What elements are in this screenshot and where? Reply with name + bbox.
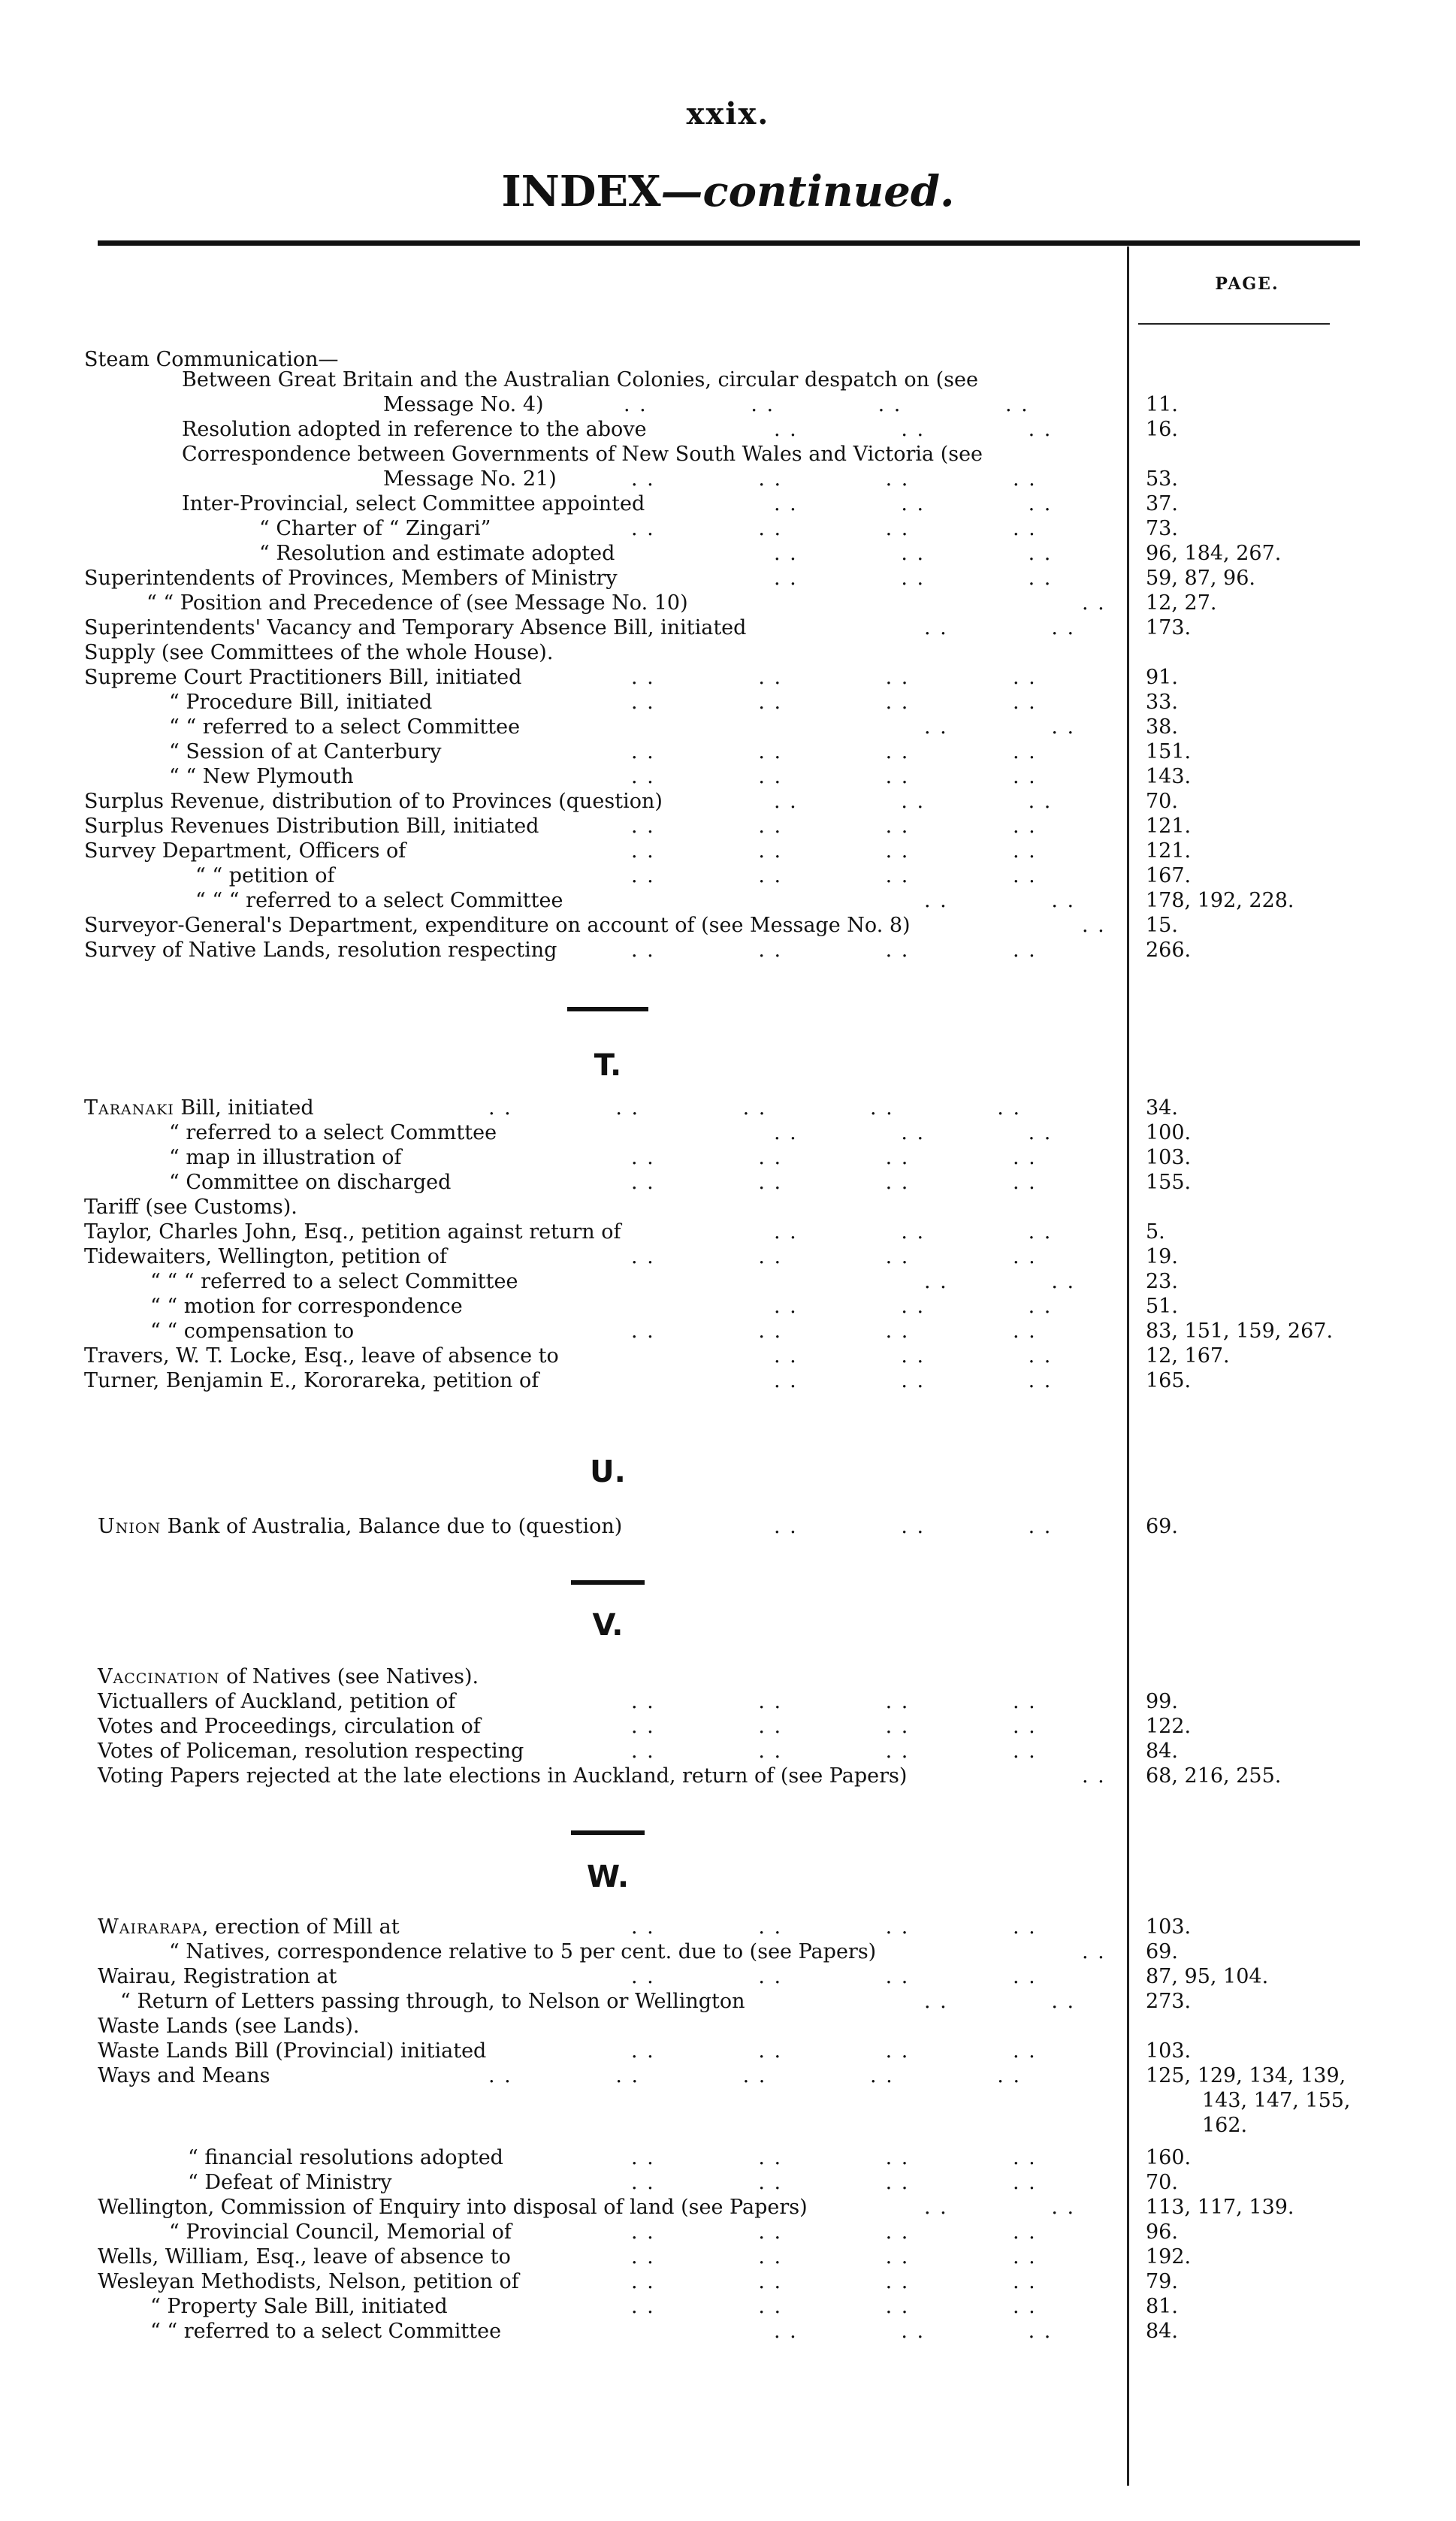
index-entry: Survey Department, Officers of . . . . . . . . 121. (84, 839, 1192, 863)
index-entry: Inter-Provincial, select Committee appointed . . . . . . 37. (182, 492, 1178, 515)
index-entry: 162. (1202, 2114, 1248, 2137)
index-entry: “ “ “ referred to a select Committee . . . . 23. (150, 1270, 1178, 1293)
index-entry: “ “ “ referred to a select Committee . . . . 178, 192, 228. (195, 889, 1294, 912)
page-title (0, 167, 1456, 216)
index-entry: Message No. 4) . . . . . . . . 11. (383, 393, 1178, 416)
page-column-header: PAGE. (1215, 274, 1279, 294)
index-entry: “ Procedure Bill, initiated . . . . . . . . 33. (169, 691, 1178, 714)
index-entry: “ “ referred to a select Committee . . . . . . 84. (150, 2320, 1178, 2343)
index-entry: Votes and Proceedings, circulation of . . . . . . . . 122. (98, 1715, 1192, 1738)
section-letter-v: V. (592, 1608, 624, 1643)
index-entry: Resolution adopted in reference to the above . . . . . . 16. (182, 418, 1178, 441)
index-entry: “ “ motion for correspondence . . . . . . 51. (150, 1295, 1178, 1318)
index-entry: Between Great Britain and the Australian Colonies, circular despatch on (see (182, 368, 978, 391)
index-entry: Survey of Native Lands, resolution respecting . . . . . . . . 266. (84, 939, 1192, 962)
index-entry: Taranaki Bill, initiated . . . . . . . . . . 34. (84, 1096, 1178, 1120)
index-entry: Tariff (see Customs). (84, 1196, 298, 1219)
index-entry: Votes of Policeman, resolution respecting . . . . . . . . 84. (98, 1740, 1178, 1763)
index-entry: Turner, Benjamin E., Kororareka, petition of . . . . . . 165. (84, 1369, 1192, 1392)
index-entry: Tidewaiters, Wellington, petition of . . . . . . . . 19. (84, 1245, 1178, 1268)
index-entry: “ Provincial Council, Memorial of . . . . . . . . 96. (169, 2220, 1178, 2244)
index-entry: Superintendents of Provinces, Members of Ministry . . . . . . 59, 87, 96. (84, 567, 1255, 590)
index-entry: Wesleyan Methodists, Nelson, petition of . . . . . . . . 79. (98, 2270, 1178, 2293)
index-entry: Wairarapa, erection of Mill at . . . . . . . . 103. (98, 1915, 1192, 1939)
index-entry: “ financial resolutions adopted . . . . . . . . 160. (188, 2146, 1192, 2169)
index-entry: Message No. 21) . . . . . . . . 53. (383, 467, 1178, 491)
index-entry: Wells, William, Esq., leave of absence to . . . . . . . . 192. (98, 2245, 1192, 2269)
page-number: xxix. (686, 96, 770, 131)
index-entry: “ “ compensation to . . . . . . . . 83, 151, 159, 267. (150, 1319, 1334, 1343)
index-entry: “ Charter of “ Zingari” . . . . . . . . 73. (259, 517, 1178, 540)
index-entry: “ Session of at Canterbury . . . . . . . . 151. (169, 740, 1192, 763)
index-entry: Taylor, Charles John, Esq., petition against return of . . . . . . 5. (84, 1220, 1165, 1244)
index-entry: Wairau, Registration at . . . . . . . . 87, 95, 104. (98, 1965, 1269, 1988)
index-entry: Correspondence between Governments of New South Wales and Victoria (see (182, 443, 983, 466)
index-entry: Voting Papers rejected at the late elections in Auckland, return of (see Papers) . . 68, 216, 255. (98, 1764, 1282, 1788)
index-entry: Superintendents' Vacancy and Temporary Absence Bill, initiated . . . . 173. (84, 616, 1192, 639)
index-entry: “ Return of Letters passing through, to Nelson or Wellington . . . . 273. (120, 1990, 1192, 2013)
index-entry: Union Bank of Australia, Balance due to (question) . . . . . . 69. (98, 1515, 1178, 1538)
index-entry: “ Resolution and estimate adopted . . . . . . 96, 184, 267. (259, 542, 1282, 565)
index-entry: “ Committee on discharged . . . . . . . . 155. (169, 1171, 1192, 1194)
section-letter-t: T. (594, 1048, 622, 1083)
index-entry: Victuallers of Auckland, petition of . . . . . . . . 99. (98, 1690, 1178, 1713)
index-entry: “ Defeat of Ministry . . . . . . . . 70. (188, 2171, 1178, 2194)
index-entry: Travers, W. T. Locke, Esq., leave of absence to . . . . . . 12, 167. (84, 1344, 1230, 1368)
index-entry: Supreme Court Practitioners Bill, initiated . . . . . . . . 91. (84, 666, 1178, 689)
top-rule (98, 240, 1360, 246)
index-entry: “ “ Position and Precedence of (see Message No. 10) . . 12, 27. (147, 591, 1217, 615)
index-entry: Supply (see Committees of the whole House). (84, 641, 554, 664)
index-entry: Wellington, Commission of Enquiry into disposal of land (see Papers) . . . . 113, 117, 139. (98, 2196, 1294, 2219)
index-entry: Surplus Revenue, distribution of to Provinces (question) . . . . . . 70. (84, 790, 1178, 813)
index-entry: “ Property Sale Bill, initiated . . . . . . . . 81. (150, 2295, 1178, 2318)
index-entry: Surveyor-General's Department, expenditure on account of (see Message No. 8) . . 15. (84, 914, 1178, 937)
index-entry: “ map in illustration of . . . . . . . . 103. (169, 1146, 1192, 1169)
section-divider (571, 1580, 645, 1585)
index-entry: Ways and Means . . . . . . . . . . 125, 129, 134, 139, (98, 2064, 1346, 2087)
index-entry: “ Natives, correspondence relative to 5 per cent. due to (see Papers) . . 69. (169, 1940, 1178, 1963)
page-title-continued: —continued. (660, 167, 955, 216)
index-entry: “ referred to a select Commttee . . . . . . 100. (169, 1121, 1192, 1144)
index-entry: “ “ New Plymouth . . . . . . . . 143. (169, 765, 1192, 788)
index-entry: Steam Communication— (84, 348, 339, 371)
index-entry: “ “ petition of . . . . . . . . 167. (195, 864, 1192, 887)
index-entry: “ “ referred to a select Committee . . . . 38. (169, 715, 1178, 739)
index-entry: Waste Lands Bill (Provincial) initiated . . . . . . . . 103. (98, 2039, 1192, 2063)
page-title-main: INDEX (501, 167, 661, 216)
section-divider (571, 1830, 645, 1835)
index-entry: Vaccination of Natives (see Natives). (98, 1665, 479, 1688)
section-divider (567, 1007, 648, 1011)
page-column-underline (1138, 323, 1330, 325)
index-entry: 143, 147, 155, (1202, 2089, 1351, 2112)
section-letter-u: U. (590, 1455, 626, 1489)
index-entry: Surplus Revenues Distribution Bill, initiated . . . . . . . . 121. (84, 815, 1192, 838)
index-entry: Waste Lands (see Lands). (98, 2015, 360, 2038)
section-letter-w: W. (586, 1860, 630, 1894)
